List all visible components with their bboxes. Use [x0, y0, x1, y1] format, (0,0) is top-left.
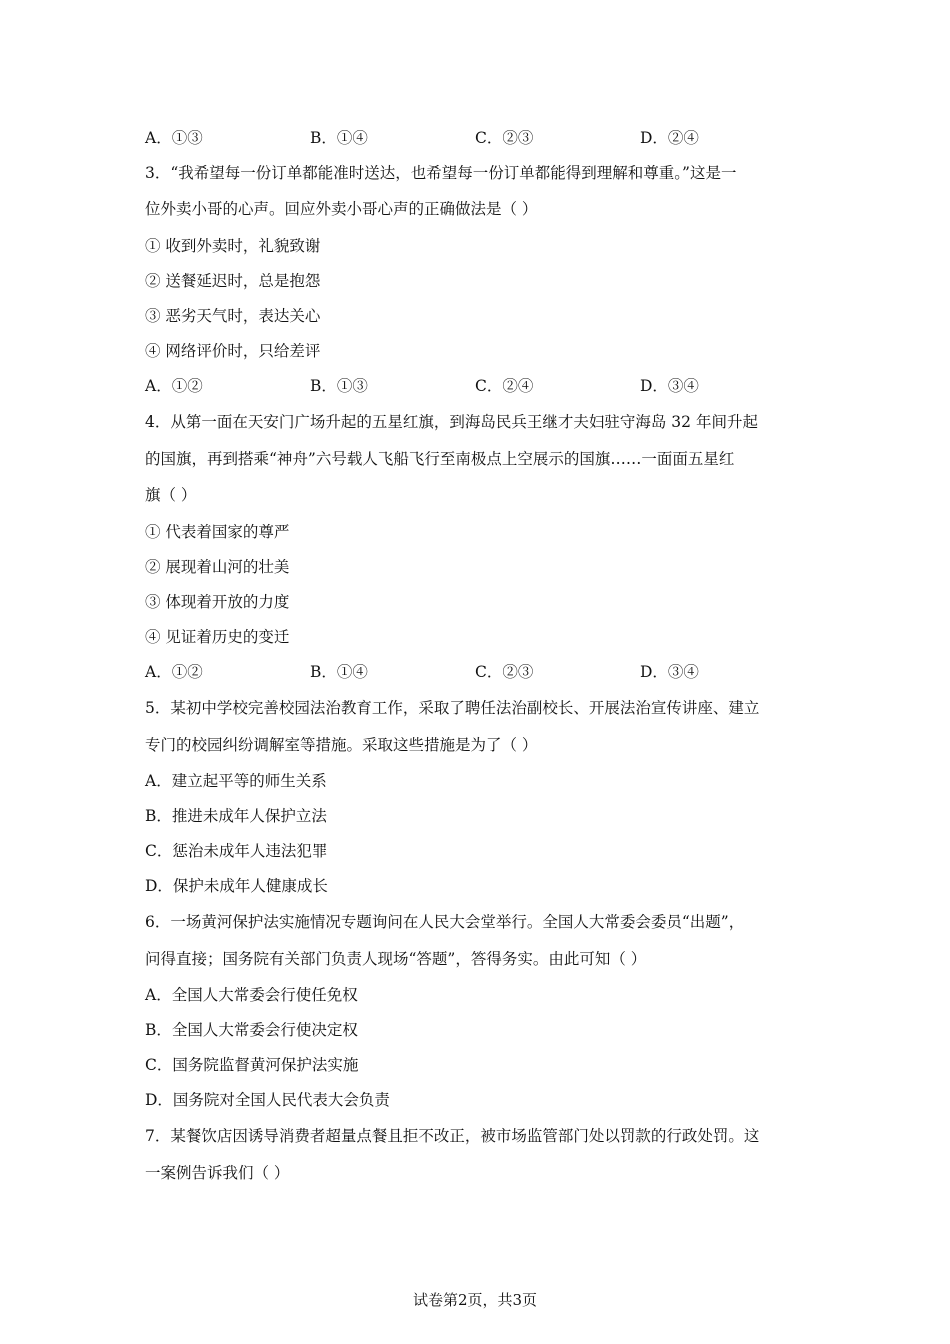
- q6-stem-line1: 6．一场黄河保护法实施情况专题询问在人民大会堂举行。全国人大常委会委员“出题”，: [145, 913, 745, 931]
- page-footer: 试卷第2页，共3页: [412, 1291, 538, 1309]
- q2-option-d: D．②④: [640, 129, 699, 147]
- q3-option-c: C．②④: [475, 377, 534, 395]
- q5-stem-line2: 专门的校园纠纷调解室等措施。采取这些措施是为了（ ）: [145, 736, 538, 754]
- q4-stem-line2: 的国旗，再到搭乘“神舟”六号载人飞船飞行至南极点上空展示的国旗……一面面五星红: [145, 450, 735, 468]
- q4-stem-line1: 4．从第一面在天安门广场升起的五星红旗，到海岛民兵王继才夫妇驻守海岛 32 年间升起: [145, 413, 758, 431]
- q3-item-3: ③ 恶劣天气时，表达关心: [145, 307, 321, 325]
- q2-option-b: B．①④: [310, 129, 368, 147]
- q4-item-1: ① 代表着国家的尊严: [145, 523, 290, 541]
- q3-item-2: ② 送餐延迟时，总是抱怨: [145, 272, 321, 290]
- q3-options: [145, 376, 815, 396]
- q4-option-c: C．②③: [475, 663, 534, 681]
- q7-stem-line2: 一案例告诉我们（ ）: [145, 1164, 290, 1182]
- q3-stem-line1: 3．“我希望每一份订单都能准时送达，也希望每一份订单都能得到理解和尊重。”这是一: [145, 164, 737, 182]
- q5-option-b: B．推进未成年人保护立法: [145, 807, 327, 825]
- q4-item-4: ④ 见证着历史的变迁: [145, 628, 290, 646]
- q4-stem-line3: 旗（ ）: [145, 486, 197, 504]
- q5-stem-line1: 5．某初中学校完善校园法治教育工作，采取了聘任法治副校长、开展法治宣传讲座、建立: [145, 699, 760, 717]
- q7-stem-line1: 7．某餐饮店因诱导消费者超量点餐且拒不改正，被市场监管部门处以罚款的行政处罚。这: [145, 1127, 760, 1145]
- q6-stem-line2: 问得直接；国务院有关部门负责人现场“答题”，答得务实。由此可知（ ）: [145, 950, 647, 968]
- q3-option-d: D．③④: [640, 377, 699, 395]
- q6-option-c: C．国务院监督黄河保护法实施: [145, 1056, 359, 1074]
- q3-stem-line2: 位外卖小哥的心声。回应外卖小哥心声的正确做法是（ ）: [145, 200, 538, 218]
- q2-options: [145, 128, 815, 148]
- q4-option-a: A．①②: [145, 663, 203, 681]
- q5-option-c: C．惩治未成年人违法犯罪: [145, 842, 328, 860]
- q6-option-a: A．全国人大常委会行使任免权: [145, 986, 358, 1004]
- q4-option-b: B．①④: [310, 663, 368, 681]
- q6-option-b: B．全国人大常委会行使决定权: [145, 1021, 358, 1039]
- q3-item-1: ① 收到外卖时，礼貌致谢: [145, 237, 321, 255]
- q4-item-2: ② 展现着山河的壮美: [145, 558, 290, 576]
- q4-option-d: D．③④: [640, 663, 699, 681]
- q5-option-d: D．保护未成年人健康成长: [145, 877, 328, 895]
- q6-option-d: D．国务院对全国人民代表大会负责: [145, 1091, 390, 1109]
- q4-item-3: ③ 体现着开放的力度: [145, 593, 290, 611]
- q2-option-c: C．②③: [475, 129, 534, 147]
- q3-option-a: A．①②: [145, 377, 203, 395]
- q4-options: [145, 662, 815, 682]
- q3-item-4: ④ 网络评价时，只给差评: [145, 342, 321, 360]
- q3-option-b: B．①③: [310, 377, 368, 395]
- q5-option-a: A．建立起平等的师生关系: [145, 772, 327, 790]
- q2-option-a: A．①③: [145, 129, 203, 147]
